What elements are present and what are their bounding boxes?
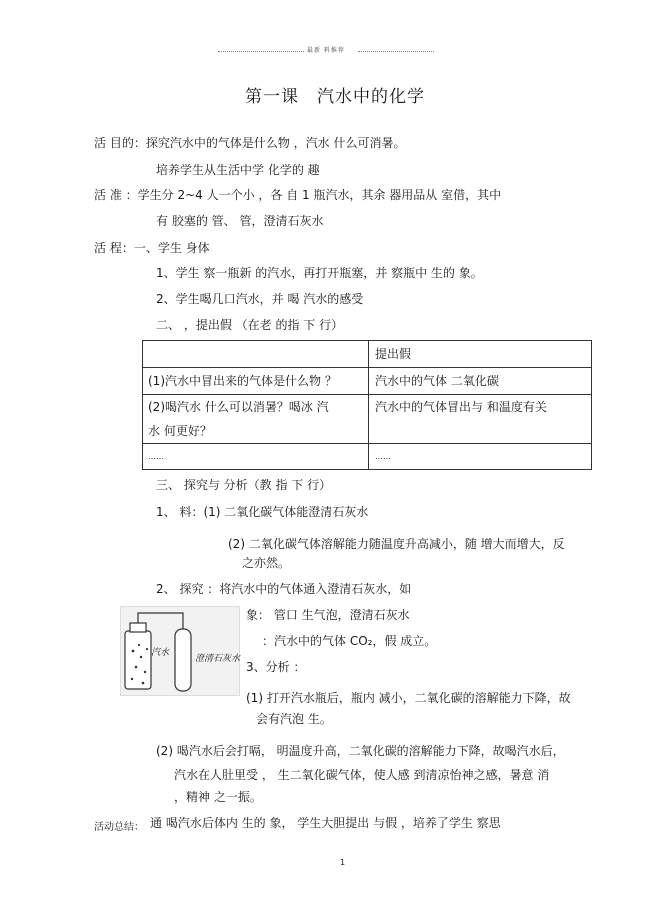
table-cell: (1)汽水中冒出来的气体是什么物 ？ (148, 374, 337, 388)
section-3-line: 3、分析 ： (246, 660, 306, 674)
section-3-title: 三、 探究与 分析（教 指 下 行） (156, 478, 332, 492)
analysis-line: ，精神 之一振。 (174, 790, 262, 804)
proc-line-4: 二、 ，提出假 （在老 的指 下 行） (156, 318, 344, 332)
prep-line-1: 活 准 ：学生分 2~4 人一个小 ，各 自 1 瓶汽水，其余 器用品从 室借，其中 (94, 188, 502, 202)
analysis-line: (2) 喝汽水后会打嗝， 明温度升高，二氧化碳的溶解能力下降，故喝汽水后， (156, 744, 565, 758)
page-title: 第一课 汽水中的化学 (245, 87, 425, 107)
table-cell: …… (148, 452, 164, 461)
section-3-line: (2) 二氧化碳气体溶解能力随温度升高减小，随 增大而增大，反 (228, 537, 565, 551)
section-3-line: 象： 管口 生气泡，澄清石灰水 (246, 608, 410, 622)
table-cell: 水 何更好？ (148, 424, 212, 438)
section-3-line: 之亦然。 (242, 556, 291, 570)
table-header-hypothesis: 提出假 (375, 347, 412, 361)
prep-line-2: 有 胶塞的 管、 管，澄清石灰水 (156, 214, 324, 228)
header-text: 最新 料推荐 (307, 47, 345, 54)
proc-line-3: 2、学生喝几口汽水，并 喝 汽水的感受 (156, 292, 364, 306)
header-rule-left (218, 51, 304, 52)
table-divider (368, 341, 369, 469)
experiment-figure (120, 606, 240, 696)
figure-label-soda: 汽水 (151, 648, 170, 658)
summary-label: 活动总结： (94, 822, 144, 833)
table-cell: …… (375, 452, 391, 461)
proc-line-1: 活 程：一、学生 身体 (94, 241, 210, 255)
figure-label-limewater: 澄清石灰水 (195, 654, 241, 664)
section-3-line: 2、 探究 ：将汽水中的气体通入澄清石灰水，如 (156, 582, 412, 596)
analysis-line: 会有汽泡 生。 (256, 712, 332, 726)
page-number: 1 (340, 858, 346, 867)
goal-line-1: 活 目的：探究汽水中的气体是什么物 ，汽水 什么可消暑。 (94, 136, 406, 150)
section-3-line: 1、 料：(1) 二氧化碳气体能澄清石灰水 (156, 505, 369, 519)
header-rule-right (358, 51, 434, 52)
table-row-divider (143, 443, 591, 444)
summary-text: 通 喝汽水后体内 生的 象， 学生大胆提出 与假 ，培养了学生 察思 (150, 816, 501, 830)
table-cell: 汽水中的气体 二氧化碳 (375, 374, 499, 388)
table-row-divider (143, 367, 591, 368)
analysis-line: 汽水在人肚里受 ， 生二氧化碳气体，使人感 到清凉怡神之感，暑意 消 (174, 768, 550, 782)
table-cell: (2)喝汽水 什么可以消暑？喝冰 汽 (148, 400, 329, 414)
hypothesis-table (142, 340, 592, 470)
proc-line-2: 1、学生 察一瓶新 的汽水，再打开瓶塞，并 察瓶中 生的 象。 (156, 266, 483, 280)
goal-line-2: 培养学生从生活中学 化学的 趣 (156, 163, 320, 177)
analysis-line: (1) 打开汽水瓶后，瓶内 减小，二氧化碳的溶解能力下降，故 (246, 691, 571, 705)
section-3-line: ：汽水中的气体 CO₂，假 成立。 (262, 634, 437, 648)
table-row-divider (143, 394, 591, 395)
table-cell: 汽水中的气体冒出与 和温度有关 (375, 400, 547, 414)
